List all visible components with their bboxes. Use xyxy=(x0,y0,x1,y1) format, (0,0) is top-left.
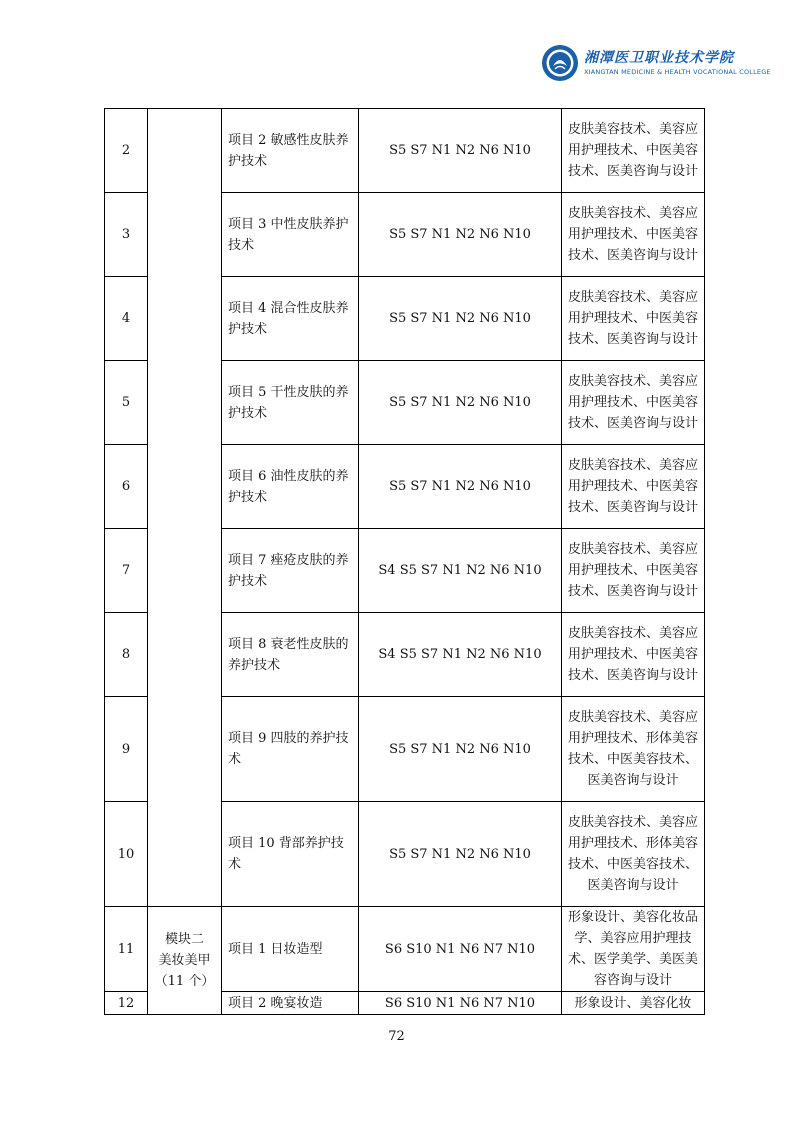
project-name: 项目 2 晚宴妆造 xyxy=(222,992,359,1015)
row-number: 4 xyxy=(105,277,148,361)
competency-codes: S5 S7 N1 N2 N6 N10 xyxy=(359,445,562,529)
module-cell xyxy=(148,907,222,1015)
project-name: 项目 7 痤疮皮肤的养护技术 xyxy=(222,529,359,613)
competency-codes: S5 S7 N1 N2 N6 N10 xyxy=(359,109,562,193)
competency-codes: S5 S7 N1 N2 N6 N10 xyxy=(359,697,562,802)
row-number: 5 xyxy=(105,361,148,445)
project-name: 项目 2 敏感性皮肤养护技术 xyxy=(222,109,359,193)
project-name: 项目 3 中性皮肤养护技术 xyxy=(222,193,359,277)
related-courses: 皮肤美容技术、美容应用护理技术、中医美容技术、医美咨询与设计 xyxy=(562,613,705,697)
related-courses: 皮肤美容技术、美容应用护理技术、中医美容技术、医美咨询与设计 xyxy=(562,361,705,445)
project-name: 项目 1 日妆造型 xyxy=(222,907,359,992)
project-name: 项目 6 油性皮肤的养护技术 xyxy=(222,445,359,529)
project-name: 项目 9 四肢的养护技术 xyxy=(222,697,359,802)
competency-codes: S6 S10 N1 N6 N7 N10 xyxy=(359,907,562,992)
related-courses: 皮肤美容技术、美容应用护理技术、形体美容技术、中医美容技术、医美咨询与设计 xyxy=(562,802,705,907)
competency-codes: S5 S7 N1 N2 N6 N10 xyxy=(359,193,562,277)
related-courses: 形象设计、美容化妆品学、美容应用护理技术、医学美学、美医美容咨询与设计 xyxy=(562,907,705,992)
row-number: 8 xyxy=(105,613,148,697)
related-courses: 皮肤美容技术、美容应用护理技术、中医美容技术、医美咨询与设计 xyxy=(562,277,705,361)
project-name: 项目 10 背部养护技术 xyxy=(222,802,359,907)
module-cell-continued xyxy=(148,109,222,907)
table-row xyxy=(105,109,705,193)
project-name: 项目 4 混合性皮肤养护技术 xyxy=(222,277,359,361)
module-name-line: 美妆美甲 xyxy=(158,953,211,968)
module-count: （11 个） xyxy=(154,974,215,989)
table-row xyxy=(105,907,705,992)
competency-codes: S5 S7 N1 N2 N6 N10 xyxy=(359,802,562,907)
project-name: 项目 5 干性皮肤的养护技术 xyxy=(222,361,359,445)
competency-codes: S4 S5 S7 N1 N2 N6 N10 xyxy=(359,613,562,697)
row-number: 10 xyxy=(105,802,148,907)
page-number: 72 xyxy=(388,1029,405,1044)
related-courses: 形象设计、美容化妆 xyxy=(562,992,705,1015)
row-number: 12 xyxy=(105,992,148,1015)
row-number: 3 xyxy=(105,193,148,277)
row-number: 9 xyxy=(105,697,148,802)
logo-chinese-name: 湘潭医卫职业技术学院 xyxy=(584,50,734,66)
module-name-line: 模块二 xyxy=(164,932,204,947)
college-seal-icon xyxy=(541,44,579,82)
row-number: 6 xyxy=(105,445,148,529)
competency-codes: S5 S7 N1 N2 N6 N10 xyxy=(359,277,562,361)
related-courses: 皮肤美容技术、美容应用护理技术、中医美容技术、医美咨询与设计 xyxy=(562,529,705,613)
related-courses: 皮肤美容技术、美容应用护理技术、形体美容技术、中医美容技术、医美咨询与设计 xyxy=(562,697,705,802)
related-courses: 皮肤美容技术、美容应用护理技术、中医美容技术、医美咨询与设计 xyxy=(562,445,705,529)
row-number: 2 xyxy=(105,109,148,193)
row-number: 7 xyxy=(105,529,148,613)
logo-english-name: XIANGTAN MEDICINE & HEALTH VOCATIONAL COLLEGE xyxy=(584,68,771,76)
college-logo xyxy=(541,44,771,86)
course-mapping-table xyxy=(104,108,705,1015)
competency-codes: S4 S5 S7 N1 N2 N6 N10 xyxy=(359,529,562,613)
row-number: 11 xyxy=(105,907,148,992)
related-courses: 皮肤美容技术、美容应用护理技术、中医美容技术、医美咨询与设计 xyxy=(562,109,705,193)
related-courses: 皮肤美容技术、美容应用护理技术、中医美容技术、医美咨询与设计 xyxy=(562,193,705,277)
competency-codes: S5 S7 N1 N2 N6 N10 xyxy=(359,361,562,445)
competency-codes: S6 S10 N1 N6 N7 N10 xyxy=(359,992,562,1015)
project-name: 项目 8 衰老性皮肤的养护技术 xyxy=(222,613,359,697)
